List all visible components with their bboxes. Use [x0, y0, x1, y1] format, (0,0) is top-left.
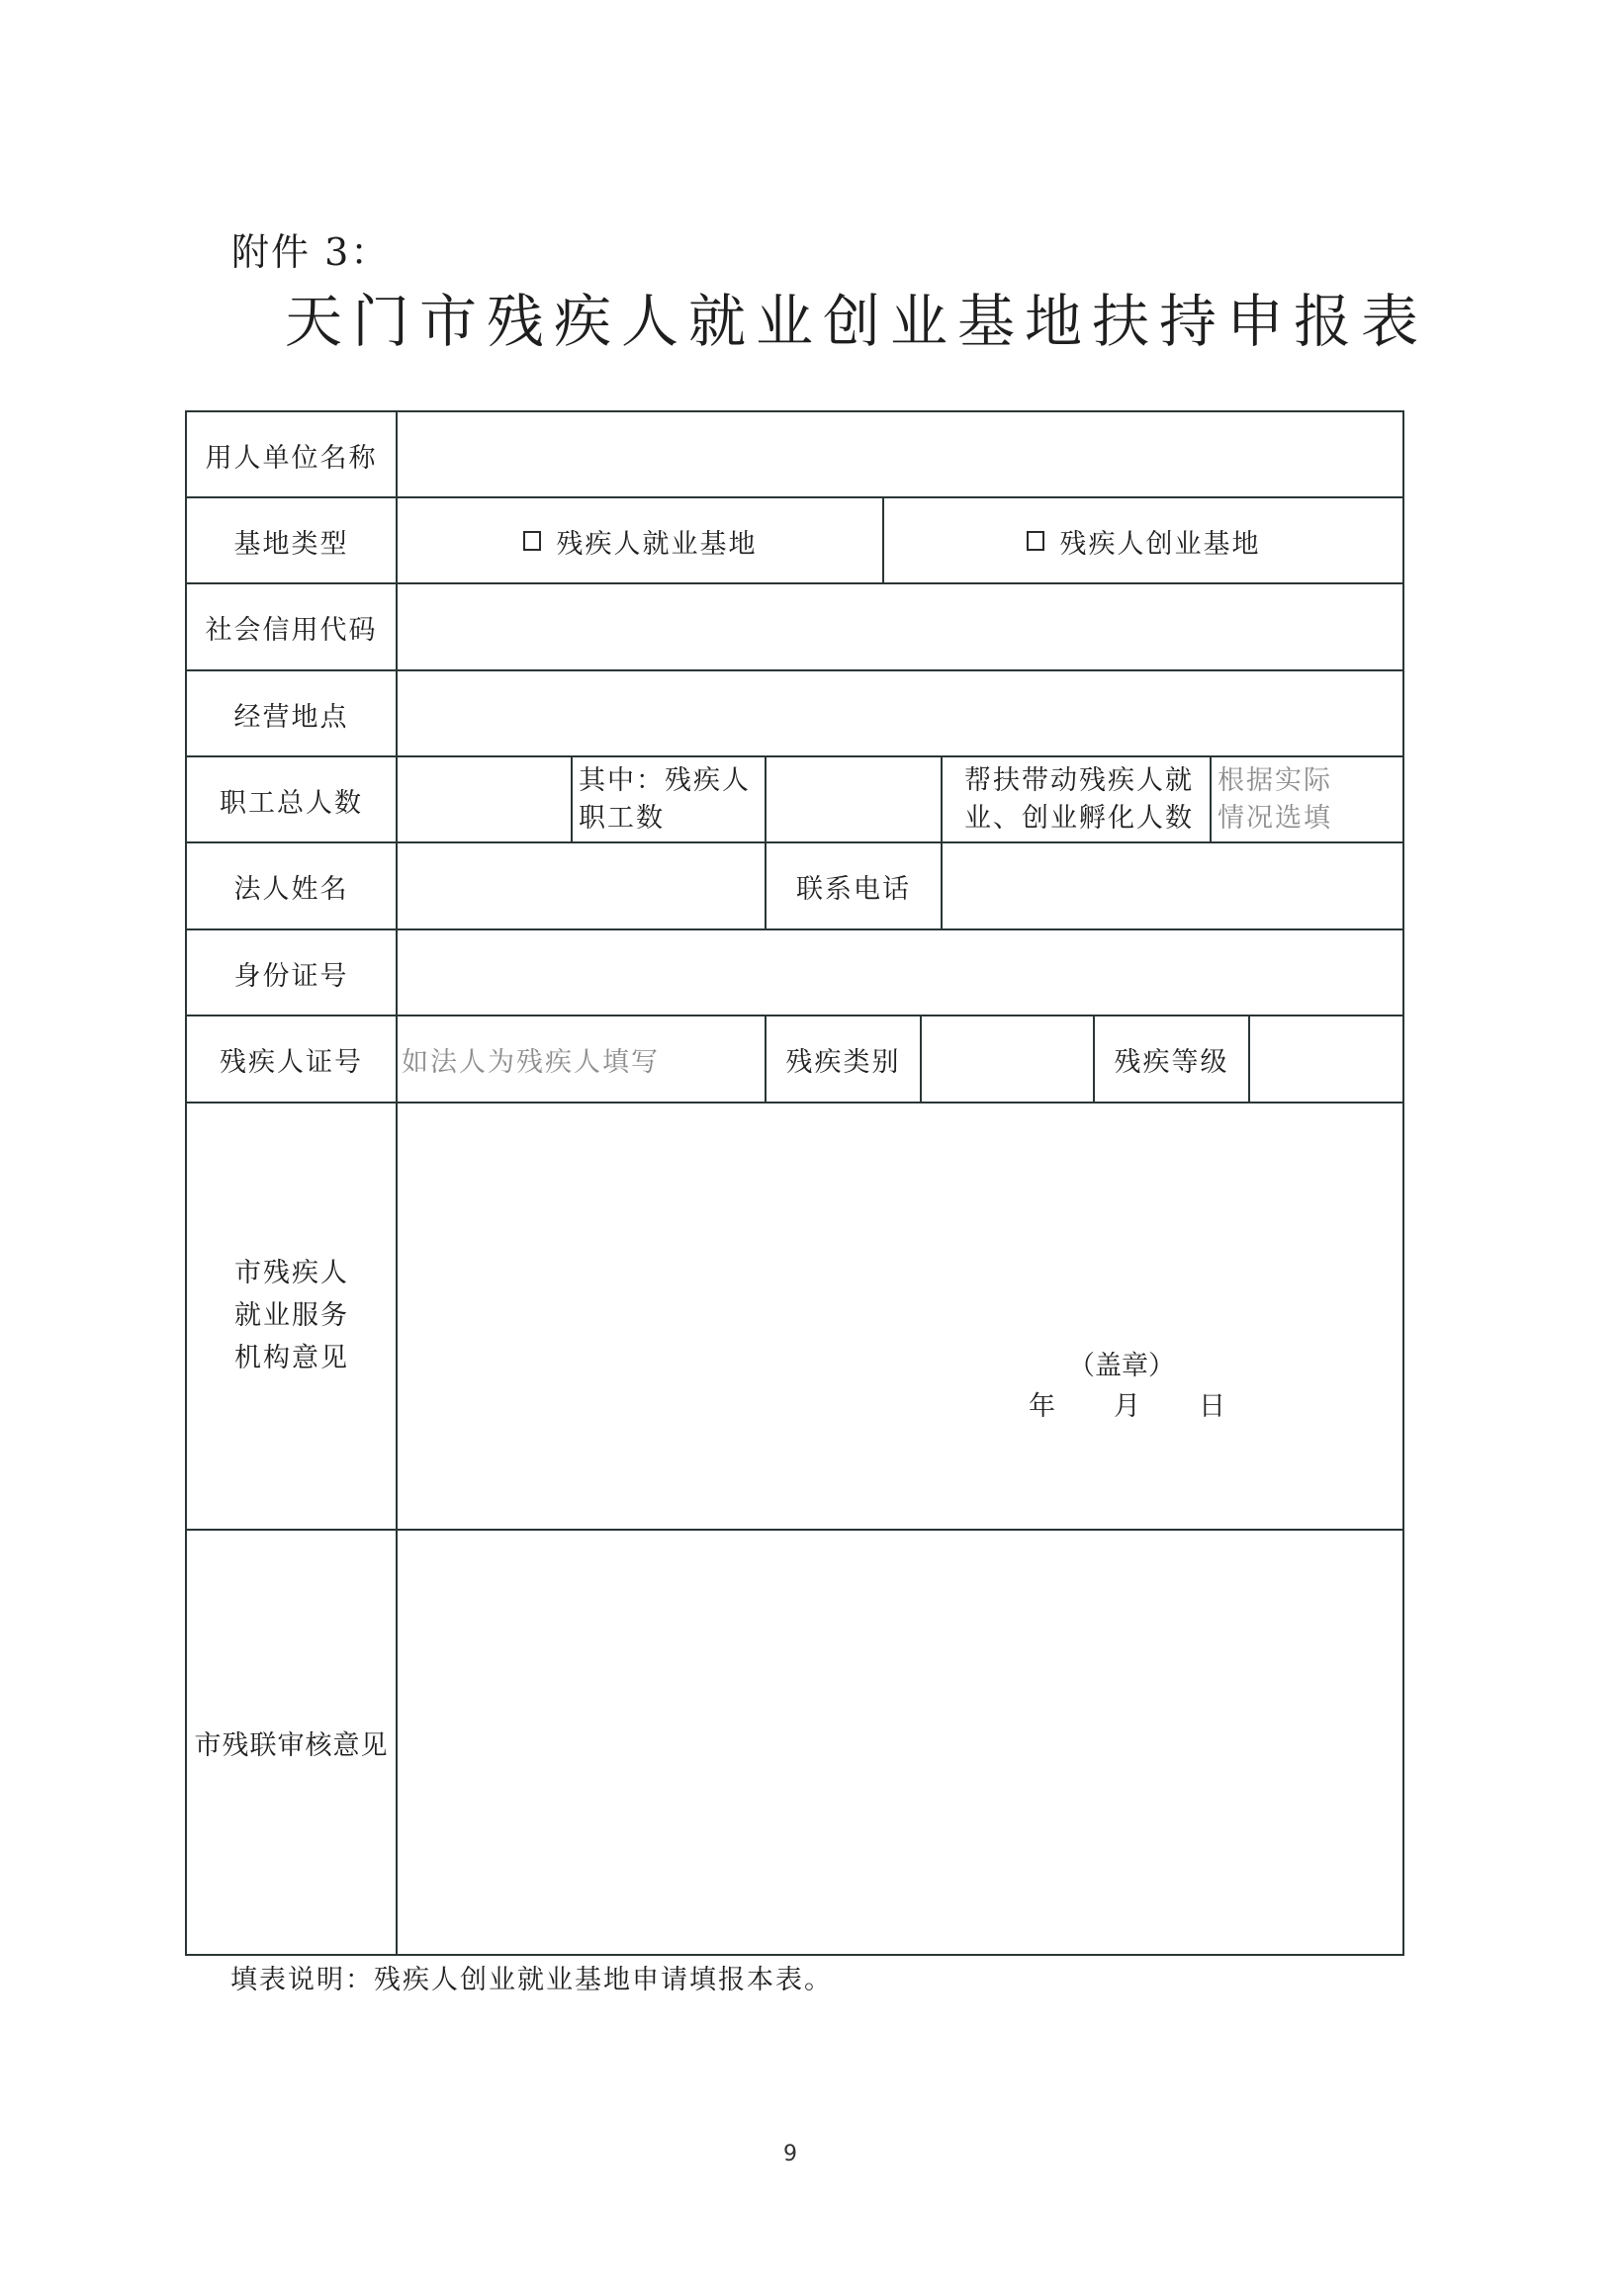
label-phone: 联系电话	[796, 873, 911, 905]
option-label: 残疾人创业基地	[1059, 528, 1261, 560]
label-line: 市残疾人	[234, 1258, 349, 1288]
label-disability-category: 残疾类别	[785, 1046, 901, 1078]
label-line: 就业服务	[234, 1300, 349, 1331]
label-line: 业、创业孵化人数	[964, 803, 1194, 834]
option-label: 残疾人就业基地	[556, 528, 758, 560]
label-business-address: 经营地点	[233, 701, 349, 733]
label-employer-name: 用人单位名称	[205, 442, 378, 474]
assisted-count-field[interactable]	[1212, 757, 1402, 842]
label-line: 职工数	[579, 803, 665, 834]
disability-category-field[interactable]	[922, 1016, 1093, 1102]
federation-review-field[interactable]	[398, 1531, 1402, 1954]
phone-field[interactable]	[943, 843, 1402, 928]
hint-line: 根据实际	[1218, 765, 1332, 796]
credit-code-field[interactable]	[398, 584, 1402, 669]
table-border-right	[1402, 410, 1404, 1956]
seal-label: （盖章）	[1068, 1351, 1175, 1381]
day-label: 日	[1199, 1391, 1225, 1422]
month-label: 月	[1114, 1391, 1140, 1422]
disability-cert-field[interactable]: 如法人为残疾人填写	[402, 1046, 660, 1078]
total-staff-field[interactable]	[398, 757, 571, 842]
label-service-opinion	[186, 1252, 398, 1379]
label-federation-review: 市残联审核意见	[194, 1729, 389, 1761]
label-legal-person: 法人姓名	[233, 873, 349, 905]
option-entrepreneurship-base[interactable]	[884, 498, 1402, 583]
disability-level-field[interactable]	[1250, 1016, 1402, 1102]
checkbox-icon[interactable]	[523, 531, 541, 551]
service-opinion-field[interactable]	[398, 1104, 1402, 1529]
date-line	[1029, 1384, 1225, 1423]
legal-person-field[interactable]	[398, 843, 765, 928]
label-disability-level: 残疾等级	[1114, 1046, 1229, 1078]
label-line: 帮扶带动残疾人就	[964, 765, 1194, 796]
label-base-type: 基地类型	[233, 528, 349, 560]
label-disabled-staff	[573, 757, 765, 842]
year-label: 年	[1029, 1391, 1055, 1422]
page-number: 9	[783, 2142, 797, 2166]
business-address-field[interactable]	[398, 671, 1402, 756]
table-border-bottom	[185, 1954, 1404, 1956]
label-line: 机构意见	[234, 1343, 349, 1373]
employer-name-field[interactable]	[398, 412, 1402, 497]
hint-line: 情况选填	[1218, 803, 1332, 834]
attachment-label: 附件 3：	[231, 230, 391, 274]
label-credit-code: 社会信用代码	[205, 614, 378, 646]
label-id-number: 身份证号	[233, 960, 349, 992]
label-assisted-count	[943, 757, 1210, 842]
label-total-staff: 职工总人数	[220, 787, 363, 819]
id-number-field[interactable]	[398, 930, 1402, 1016]
label-line: 其中：残疾人	[579, 765, 751, 796]
option-employment-base[interactable]	[398, 498, 882, 583]
checkbox-icon[interactable]	[1027, 531, 1044, 551]
disabled-staff-field[interactable]	[767, 757, 941, 842]
label-disability-cert: 残疾人证号	[220, 1046, 363, 1078]
form-instructions: 填表说明：残疾人创业就业基地申请填报本表。	[230, 1965, 833, 1995]
page-title: 天门市残疾人就业创业基地扶持申报表	[285, 288, 1429, 355]
